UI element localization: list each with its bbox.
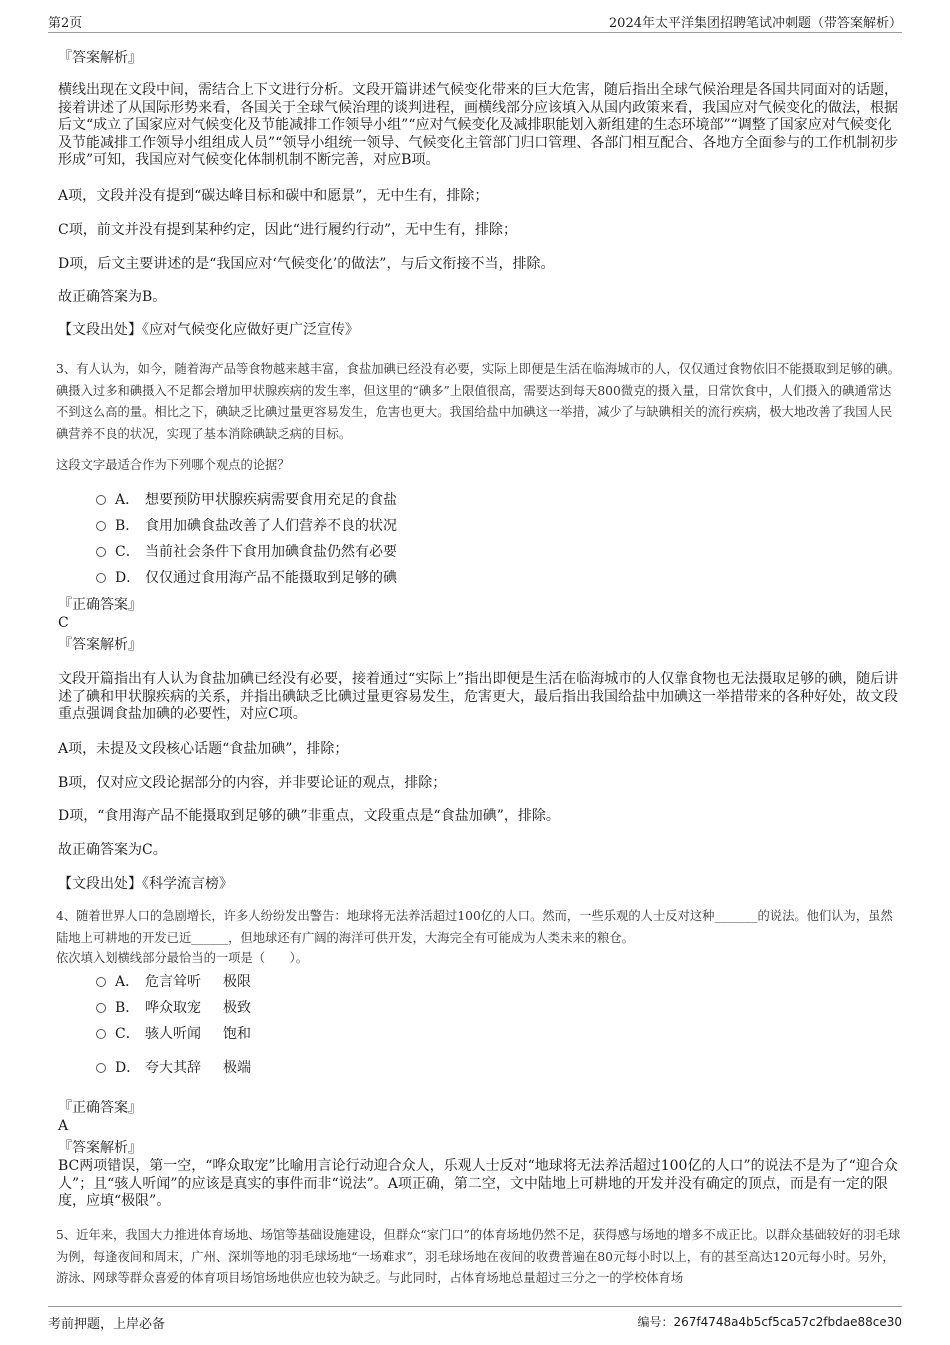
option-letter: D． [115, 1060, 141, 1076]
q3-question: 这段文字最适合作为下列哪个观点的论据？ [56, 458, 290, 472]
q2-analysis-text: 横线出现在文段中间，需结合上下文进行分析。文段开篇讲述气候变化带来的巨大危害，随后指出全球气候治理是各国共同面对的话题，接着讲述了从国际形势来看，各国关于全球气候治理的谈判进程，画横线部分应该填入从国内政策来看，我国应对气候变化的做法，根据后文“成立了国家应对气候变化及节能减排工作领导小组”“应对气候变化及减排职能划入新组建的生态环境部”“调整了国家应对气候变化及节能减排工作领导小组组成人员”“领导小组统一领导、气候变化主管部门归口管理、各部门相互配合、各地方全面参与的工作机制初步形成”可知，我国应对气候变化体制机制不断完善，对应B项。 [58, 82, 899, 168]
radio-icon[interactable] [96, 521, 106, 531]
q3-answer: C [58, 615, 69, 631]
option-word-1: 危言耸听 [145, 974, 201, 990]
radio-icon[interactable] [96, 573, 106, 583]
q4-question: 依次填入划横线部分最恰当的一项是（ ）。 [56, 951, 309, 965]
q4-analysis-text: BC两项错误，第一空，“哗众取宠”比喻用言论行动迎合众人，乐观人士反对“地球将无法养活超过100亿的人口”的说法不是为了“迎合众人”；且“骇人听闻”的应该是真实的事件而非“说法”。A项正确，第二空，文中陆地上可耕地的开发并没有确定的顶点，而是有一定的限度，应填“极限”。 [58, 1158, 898, 1209]
q4-analysis-label: 『答案解析』 [58, 1140, 142, 1156]
option-letter: D． [115, 570, 141, 586]
q2-option-a-explanation: A项，文段并没有提到“碳达峰目标和碳中和愿景”，无中生有，排除； [58, 188, 489, 204]
option-word-2: 极限 [223, 974, 251, 990]
q2-analysis-label: 『答案解析』 [58, 50, 142, 66]
option-word-1: 夸大其辞 [145, 1060, 201, 1076]
q5-stem: 5、近年来，我国大力推进体育场地、场馆等基础设施建设，但群众“家门口”的体育场地仍然不足，获得感与场地的增多不成正比。以群众基础较好的羽毛球为例，每逢夜间和周末，广州、深圳等地的羽毛球场地“一场难求”，羽毛球场地在夜间的收费普遍在80元每小时以上，有的甚至高达120元每小时。另外，游泳、网球等群众喜爱的体育项目场馆场地供应也较为缺乏。与此同时，占体育场地总量超过三分之一的学校体育场 [56, 1228, 901, 1285]
radio-icon[interactable] [96, 1029, 106, 1039]
q2-option-d-explanation: D项，后文主要讲述的是“我国应对‘气候变化’的做法”，与后文衔接不当，排除。 [58, 256, 555, 272]
q2-option-c-explanation: C项，前文并没有提到某种约定，因此“进行履约行动”，无中生有，排除； [58, 222, 518, 238]
option-letter: B． [115, 1000, 140, 1016]
q4-answer-label: 『正确答案』 [58, 1100, 142, 1116]
header-divider [48, 32, 902, 33]
q2-source: 【文段出处】《应对气候变化应做好更广泛宣传》 [58, 322, 359, 338]
q3-analysis-label: 『答案解析』 [58, 637, 142, 653]
option-letter: A． [115, 492, 140, 508]
option-word-2: 极端 [223, 1060, 251, 1076]
option-letter: A． [115, 974, 140, 990]
option-letter: C． [115, 1026, 140, 1042]
radio-icon[interactable] [96, 1063, 106, 1073]
option-letter: B． [115, 518, 140, 534]
footer-divider [48, 1306, 902, 1307]
q4-option-b[interactable] [96, 998, 251, 1018]
option-word-1: 骇人听闻 [145, 1026, 201, 1042]
page-header [48, 12, 902, 34]
q3-conclusion: 故正确答案为C。 [58, 842, 167, 858]
q3-source: 【文段出处】《科学流言榜》 [58, 876, 233, 892]
q2-conclusion: 故正确答案为B。 [58, 289, 167, 305]
q3-option-c[interactable] [96, 542, 397, 562]
document-title: 2024年太平洋集团招聘笔试冲刺题（带答案解析） [608, 16, 902, 31]
page-number: 第2页 [48, 16, 83, 31]
option-text: 想要预防甲状腺疾病需要食用充足的食盐 [145, 492, 397, 508]
option-text: 当前社会条件下食用加碘食盐仍然有必要 [145, 544, 397, 560]
option-word-1: 哗众取宠 [145, 1000, 201, 1016]
q3-option-d-explanation: D项，“食用海产品不能摄取到足够的碘”非重点，文段重点是“食盐加碘”，排除。 [58, 808, 560, 824]
option-word-2: 极致 [223, 1000, 251, 1016]
q4-option-a[interactable] [96, 972, 251, 992]
q3-option-b[interactable] [96, 516, 397, 536]
q3-analysis-text: 文段开篇指出有人认为食盐加碘已经没有必要，接着通过“实际上”指出即便是生活在临海城市的人仅靠食物也无法摄取足够的碘，随后讲述了碘和甲状腺疾病的关系，并指出碘缺乏比碘过量更容易发生，危害更大，最后指出我国给盐中加碘这一举措带来的各种好处，故文段重点强调食盐加碘的必要性，对应C项。 [58, 671, 899, 722]
q4-option-c[interactable] [96, 1024, 251, 1044]
radio-icon[interactable] [96, 547, 106, 557]
radio-icon[interactable] [96, 1003, 106, 1013]
q3-answer-label: 『正确答案』 [58, 597, 142, 613]
footer-slogan: 考前押题，上岸必备 [48, 1317, 166, 1332]
option-text: 仅仅通过食用海产品不能摄取到足够的碘 [145, 570, 397, 586]
q3-option-b-explanation: B项，仅对应文段论据部分的内容，并非要论证的观点，排除； [58, 775, 447, 791]
q4-answer: A [58, 1118, 69, 1134]
q3-stem: 3、有人认为，如今，随着海产品等食物越来越丰富，食盐加碘已经没有必要，实际上即便是生活在临海城市的人，仅仅通过食物依旧不能摄取到足够的碘。碘摄入过多和碘摄入不足都会增加甲状腺疾病的发生率，但这里的“碘多”上限值很高，需要达到每天800微克的摄入量，日常饮食中，人们摄入的碘通常达不到这么高的量。相比之下，碘缺乏比碘过量更容易发生，危害也更大。我国给盐中加碘这一举措，减少了与缺碘相关的流行疾病，极大地改善了我国人民碘营养不良的状况，实现了基本消除碘缺乏病的目标。 [56, 362, 901, 441]
option-letter: C． [115, 544, 140, 560]
q3-option-a-explanation: A项，未提及文段核心话题“食盐加碘”，排除； [58, 741, 349, 757]
radio-icon[interactable] [96, 977, 106, 987]
q3-option-a[interactable] [96, 490, 397, 510]
option-text: 食用加碘食盐改善了人们营养不良的状况 [145, 518, 397, 534]
document-id: 编号：267f4748a4b5cf5ca57c2fbdae88ce30 [637, 1315, 902, 1329]
q4-option-d[interactable] [96, 1058, 251, 1078]
option-word-2: 饱和 [223, 1026, 251, 1042]
q3-option-d[interactable] [96, 568, 397, 588]
q4-stem: 4、随着世界人口的急剧增长，许多人纷纷发出警告：地球将无法养活超过100亿的人口。然而，一些乐观的人士反对这种_______的说法。他们认为，虽然陆地上可耕地的开发已近______，但地球还有广阔的海洋可供开发，大海完全有可能成为人类未来的粮仓。 [56, 909, 893, 945]
radio-icon[interactable] [96, 495, 106, 505]
